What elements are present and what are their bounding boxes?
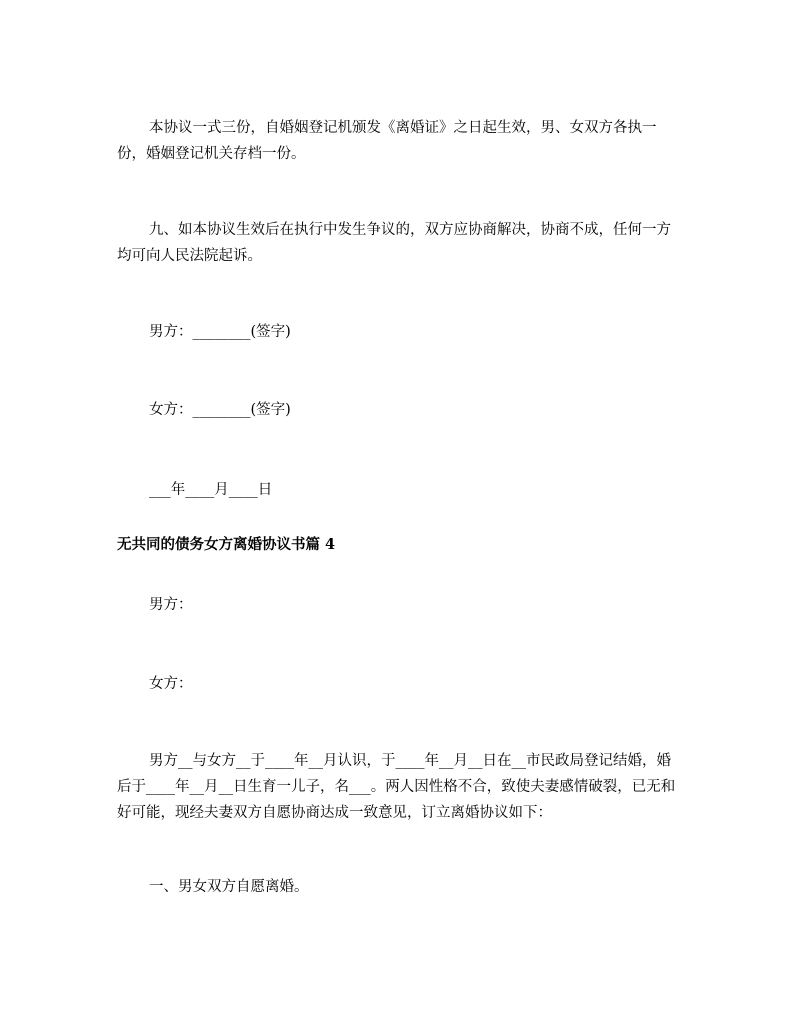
date-line: ___年____月____日 [149, 482, 273, 498]
clause-one: 一、男女双方自愿离婚。 [149, 879, 309, 895]
validity-paragraph: 本协议一式三份，自婚姻登记机颁发《离婚证》之日起生效，男、女双方各执一份，婚姻登记机关存档一份。 [117, 120, 657, 162]
male-signature-line: 男方：________(签字) [149, 324, 291, 340]
male-label: 男方： [149, 597, 193, 613]
female-label: 女方： [149, 676, 193, 692]
female-signature-line: 女方：________(签字) [149, 402, 291, 418]
dispute-clause-paragraph: 九、如本协议生效后在执行中发生争议的，双方应协商解决，协商不成，任何一方均可向人民法院起诉。 [117, 222, 671, 264]
section-heading: 无共同的债务女方离婚协议书篇 4 [117, 536, 336, 553]
intro-paragraph: 男方__与女方__于____年__月认识，于____年__月__日在__市民政局登记结婚，婚后于____年__月__日生育一儿子，名___。两人因性格不合，致使夫妻感情破裂，已无和好可能，现经夫妻双方自愿协商达成一致意见，订立离婚协议如下： [117, 753, 676, 821]
